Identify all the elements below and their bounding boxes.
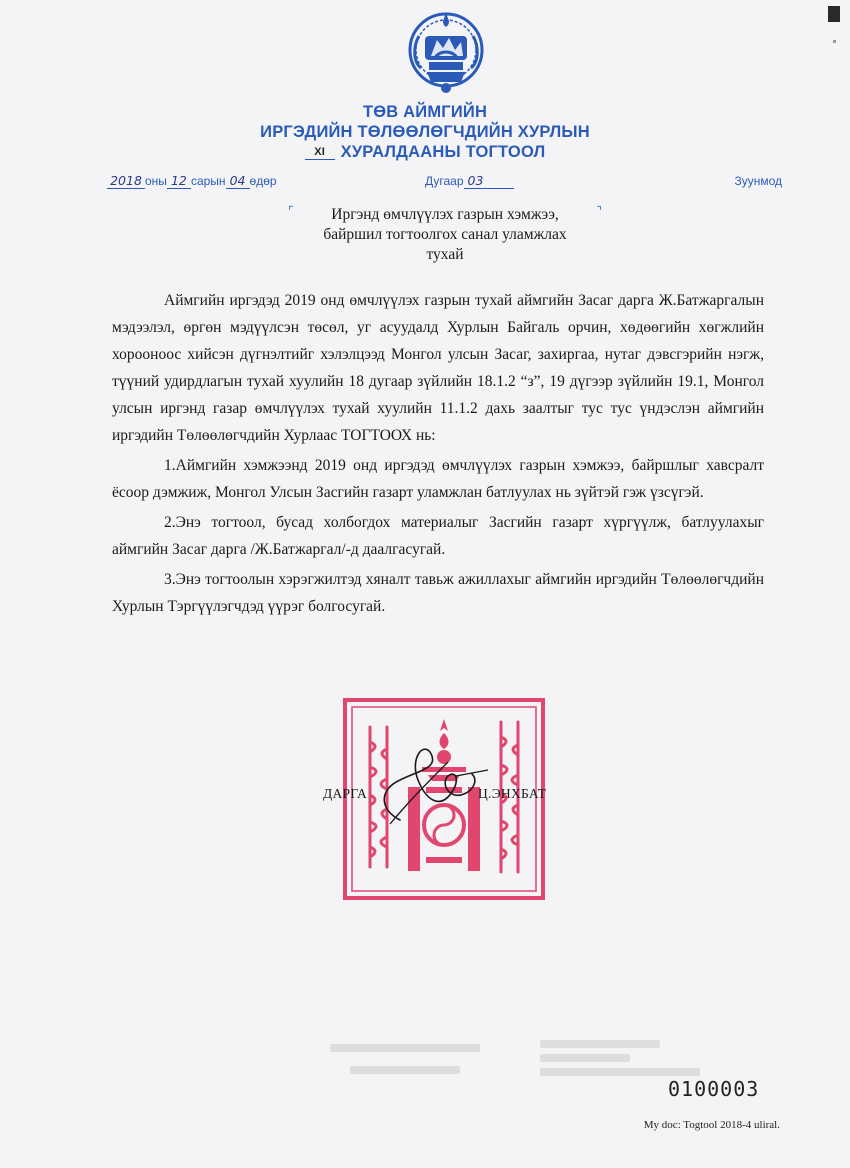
corner-mark-right: ⌝ (596, 204, 602, 218)
signatory-name: Ц.ЭНХБАТ (478, 786, 547, 801)
header-line-1: ТӨВ АЙМГИЙН (362, 103, 488, 121)
number-label: Дугаар (425, 174, 464, 188)
header-line-3-text: ХУРАЛДААНЫ ТОГТООЛ (340, 143, 546, 161)
header-line-2: ИРГЭДИЙН ТӨЛӨӨЛӨГЧДИЙН ХУРЛЫН (260, 123, 590, 141)
document-serial-number: 0100003 (668, 1077, 760, 1101)
date-month-suffix: сарын (190, 174, 226, 188)
clause-3: 3.Энэ тогтоолын хэрэгжилтэд хяналт тавьж ажиллахыг аймгийн иргэдийн Төлөөлөгчдийн Хурлын Тэргүүлэгчдэд үүрэг болгосугай. (112, 571, 764, 615)
resolution-subject (280, 205, 610, 265)
subject-line-1: Иргэнд өмчлүүлэх газрын хэмжээ, (331, 206, 559, 223)
handwritten-signature (360, 740, 500, 830)
resolution-body (112, 287, 764, 620)
date-year: 2018 (107, 174, 145, 189)
resolution-date (107, 174, 277, 189)
subject-line-2: байршил тогтоолгох санал уламжлах (323, 226, 567, 243)
resolution-number (425, 174, 514, 189)
preamble-paragraph: Аймгийн иргэдэд 2019 онд өмчлүүлэх газрын тухай аймгийн Засаг дарга Ж.Батжаргалын мэдээлэл, өргөн мэдүүлсэн төсөл, уг асуудалд Хурлын Байгаль орчин, хөдөөгийн хөгжлийн хорооноос хийсэн дүгнэлтийг хэлэлцээд Монгол улсын Засаг, захиргаа, нутаг дэвсгэрийн нэгж, түүний удирдлагын тухай хуулийн 18 дугаар зүйлийн 18.1.2 “з”, 19 дүгээр зүйлийн 19.1, Монгол улсын иргэнд газар өмчлүүлэх тухай хуулийн 11.1.2 дахь заалтыг тус тус үндэслэн аймгийн иргэдийн Төлөөлөгчдийн Хурлаас ТОГТООХ нь: (112, 292, 764, 444)
subject-line-3: тухай (426, 246, 464, 263)
header-line-3 (0, 143, 850, 162)
scan-mark (828, 6, 840, 22)
location: Зуунмод (734, 174, 782, 188)
scan-dot (833, 40, 836, 43)
state-emblem-icon (405, 6, 487, 98)
number-value: 03 (464, 174, 514, 189)
clause-1: 1.Аймгийн хэмжээнд 2019 онд иргэдэд өмчлүүлэх газрын хэмжээ, байршлыг хавсралт ёсоор дэмжиж, Монгол Улсын Засгийн газарт уламжлан батлуулах нь зүйтэй гэж үзсүгэй. (112, 457, 764, 501)
footer-file-reference: My doc: Togtool 2018-4 uliral. (643, 1119, 780, 1131)
clause-2: 2.Энэ тогтоол, бусад холбогдох материалыг Засгийн газарт хүргүүлж, батлуулахыг аймгийн Засаг дарга /Ж.Батжаргал/-д даалгасугай. (112, 514, 764, 558)
signatory-role: ДАРГА (323, 786, 368, 801)
corner-mark-left: ⌜ (288, 204, 294, 218)
date-day: 04 (226, 174, 250, 189)
date-month: 12 (167, 174, 191, 189)
session-number: XI (305, 146, 335, 160)
date-day-suffix: өдөр (249, 174, 277, 188)
date-year-suffix: оны (145, 174, 167, 188)
